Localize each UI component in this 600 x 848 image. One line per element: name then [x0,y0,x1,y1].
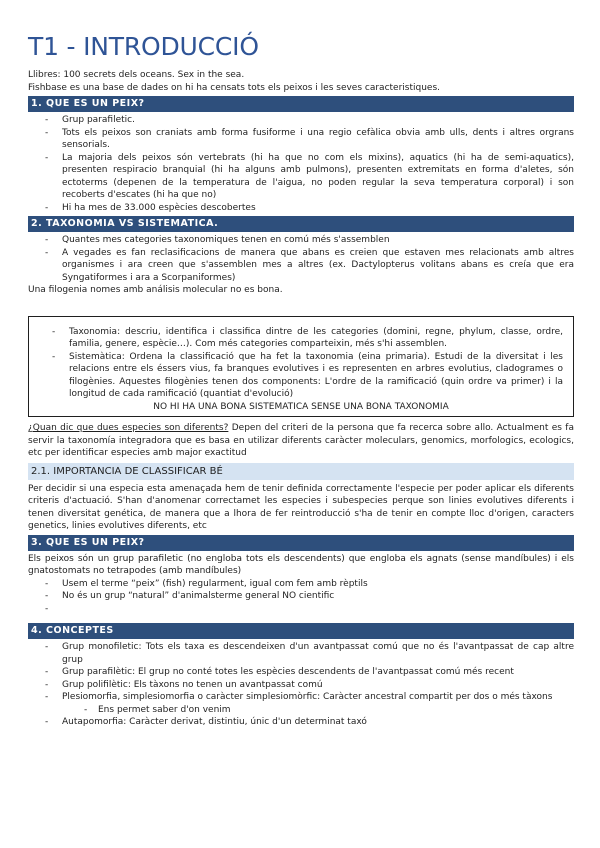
species-question-paragraph [28,422,574,460]
list-item [28,603,574,616]
classification-paragraph: Per decidir si una especia esta amenaçada hem de tenir definida correctamente l'especie per poder aplicar els diferents criteris d'actuació. S'han d'anomenar correctamet les especies i subespecies perque son linies evolutives diferents i tenen diversitat genética, de manera que a lhora de fer reintroducció s'ha de tenir en compte lloc d'origen, caracters genetics, linies evolutives diferents, etc [28,483,574,531]
section-header-4: 4. CONCEPTES [28,623,574,639]
list-item: - Grup monofiletic: Tots els taxa es descendeixen d'un avantpassat comú que no és l'avantpassat de cap altre grup [28,641,574,666]
list-item: - Autapomorfia: Caràcter derivat, distintiu, únic d'un determinat taxó [28,716,574,729]
list-item: - Tots els peixos son craniats amb forma fusiforme i una regio cefàlica obvia amb ulls, dents i altres orgrans sensorials. [28,127,574,152]
page-title: T1 - INTRODUCCIÓ [28,32,259,61]
list-item: - Grup polifilètic: Els tàxons no tenen un avantpassat comú [28,679,574,692]
species-question: ¿Quan dic que dues especies son diferents? [28,423,229,433]
list-item: - Grup parafilètic: El grup no conté totes les espècies descendents de l'avantpassat comú més recent [28,666,574,679]
phylogeny-note: Una filogenia nomes amb análisis molecular no es bona. [28,285,283,295]
intro-line-books: Llibres: 100 secrets dels oceans. Sex in the sea. [28,70,245,80]
list-item: - Plesiomorfia, simplesiomorfia o caràcter simplesiomòrfic: Caràcter ancestral compartit per dos o més tàxons [28,691,574,704]
list-item: - Sistemàtica: Ordena la classificació que ha fet la taxonomia (eina primaria). Estudi de la diversitat i les relacions entre els éssers vius, fa branques evolutives i es representen en arbres evolutius, cladogrames o filogènies. Aquestes filogènies tenen dos components: L'ordre de la ramificació (quin ordre va primer) i la longitud de cada ramificació (quantiat d'evolució) [39,351,563,401]
section-4-list [28,641,574,729]
intro-line-fishbase: Fishbase es una base de dades on hi ha censats tots els peixos i les seves caracteristiques. [28,82,441,93]
list-item: - La majoria dels peixos són vertebrats (hi ha que no com els mixins), aquatics (hi ha de semi-aquatics), presenten respiracio branquial (hi ha alguns amb pulmons), presenten extremitats en forma d'aletes, són ectoterms (depenen de la temperatura de l'aigua, no poden regular la seva temperatura corporal) i son recoberts d'escates (hi ha que no) [28,152,574,202]
section-header-2-1: 2.1. IMPORTANCIA DE CLASSIFICAR BÉ [28,463,574,480]
list-item: - Quantes mes categories taxonomiques tenen en comú més s'assemblen [28,234,574,247]
list-item: - Hi ha mes de 33.000 espècies descobertes [28,202,574,215]
section-1-list [28,114,574,214]
document-page [28,32,574,729]
fish-definition-paragraph: Els peixos són un grup parafiletic (no engloba tots els descendents) que engloba els agnats (sense mandíbules) i els gnatostomats no tetrapodes (amb mandíbules) [28,553,574,576]
list-item: - No és un grup “natural” d'animalsterme general NO cientific [28,590,574,603]
list-item: - A vegades es fan reclasificacions de manera que abans es creien que estaven mes relacionats amb altres organismes i ara creen que s'assemblen mes a altres (ex. Dactylopterus volitans abans es creía que era Syngatiformes i ara a Scorpaniformes) [28,247,574,285]
section-3-list [28,578,574,616]
section-header-3: 3. QUE ES UN PEIX? [28,535,574,551]
section-header-2: 2. TAXONOMIA VS SISTEMATICA. [28,216,574,232]
definitions-list [39,326,563,401]
list-subitem: - Ens permet saber d'on venim [28,704,574,717]
species-answer: Depen del criteri de la persona que fa recerca sobre allo. Actualment es fa servir la taxonomía integradora que es basa en utilizar diferents caràcter moleculars, genomics, morfologics, ecologics, etc per identificar especies amb major exactitud [28,423,574,458]
section-2-list [28,234,574,284]
definitions-box [28,316,574,418]
list-item: - Grup parafiletic. [28,114,574,127]
list-item: - Taxonomia: descriu, identifica i classifica dintre de les categories (domini, regne, phylum, classe, ordre, familia, genere, espècie…). Com més categories comparteixin, més s'hi assemblen. [39,326,563,351]
list-item: - Usem el terme “peix” (fish) regularment, igual com fem amb rèptils [28,578,574,591]
box-highlight: NO HI HA UNA BONA SISTEMATICA SENSE UNA BONA TAXONOMIA [153,401,449,412]
section-header-1: 1. QUE ES UN PEIX? [28,96,574,112]
